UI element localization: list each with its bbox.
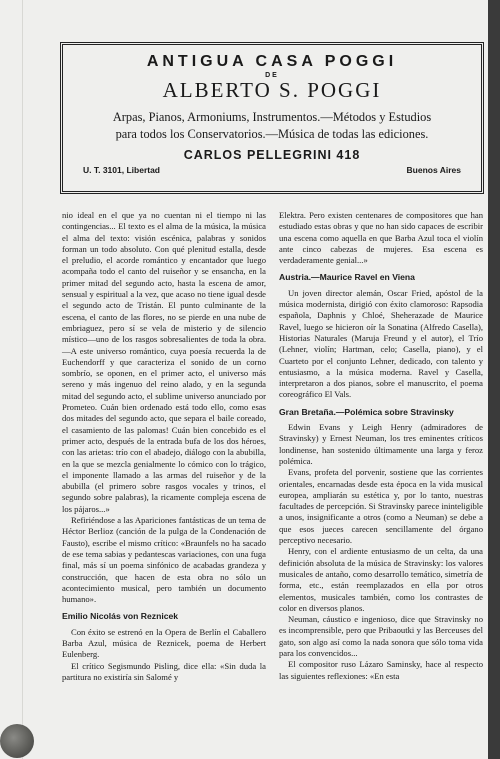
advertisement-box — [60, 42, 484, 194]
ad-description — [77, 109, 467, 143]
section-heading-gran-bretana: Gran Bretaña.—Polémica sobre Stravinsky — [279, 406, 454, 417]
left-paragraph-2: Refiriéndose a las Apariciones fantásticas de un tema de Héctor Berlioz (canción de la pulga de la Condenación de Fausto), escribe el mismo crítico: «Braunfels no ha sacado de ese tema sabias y pedantescas variaciones, con una fuga final, más sí un poema sinfónico de acabadas grandeza y construcción, que hacen de esta obra no sólo un acontecimiento musical, pero también un documento humano». — [62, 515, 266, 605]
right-paragraph-6: Neuman, cáustico e ingenioso, dice que Stravinsky no es incomprensible, pero que Pribaoutki y las Berceuses del gato, son algo así como la nada sonora que sólo toma vida para los convencidos... — [279, 614, 483, 658]
ad-de-label: DE — [265, 72, 279, 79]
right-paragraph-4: Evans, profeta del porvenir, sostiene que las corrientes orientales, encarnadas desde esta época en la vida musical europea, ampliarán su estética y, por lo tanto, nuestras facultades de percepción. Si Stravinsky parece ininteligible a unos, insignificante a otros (como a Neuman) se debe a que esos jueces carecen sencillamente del órgano perceptivo necesario. — [279, 467, 483, 546]
right-paragraph-7: El compositor ruso Lázaro Saminsky, hace al respecto las siguientes reflexiones: «En esta — [279, 659, 483, 681]
ad-city: Buenos Aires — [406, 165, 461, 175]
ad-street-address: CARLOS PELLEGRINI 418 — [183, 148, 361, 162]
right-paragraph-3: Edwin Evans y Leigh Henry (admiradores de Stravinsky) y Ernest Neuman, los tres eminentes críticos londinense, han sostenido últimamente una larga y feroz polémica. — [279, 422, 483, 466]
ad-footer — [77, 165, 467, 175]
ad-phone: U. T. 3101, Libertad — [83, 165, 160, 175]
right-paragraph-1: Elektra. Pero existen centenares de compositores que han estudiado estas obras y que no han sido capaces de escribir una escena como aquella en que Barba Azul toca el violín ante cinco cabezas de mujeres. Esa escena es verdaderamente genial...» — [279, 210, 483, 266]
ad-description-line-1: Arpas, Pianos, Armoniums, Instrumentos.—Métodos y Estudios — [112, 110, 432, 124]
ad-description-line-2: para todos los Conservatorios.—Música de todas las ediciones. — [115, 127, 429, 141]
page-edge-line — [22, 0, 23, 759]
section-heading-austria: Austria.—Maurice Ravel en Viena — [279, 272, 415, 283]
right-column — [279, 210, 483, 682]
section-heading-reznicek: Emilio Nicolás von Reznicek — [62, 611, 179, 622]
left-paragraph-3: Con éxito se estrenó en la Opera de Berlín el Caballero Barba Azul, música de Reznicek, poema de Herbert Eulenberg. — [62, 626, 266, 660]
right-paragraph-5: Henry, con el ardiente entusiasmo de un celta, da una definición absoluta de la música de Stravinsky: los valores musicales de antaño, como desarrollo temático, simetría de forma, etc., están reemplazados en ella por otros elementos, musicales también, como los contrastes de color en diversos planos. — [279, 546, 483, 613]
ad-owner-name: ALBERTO S. POGGI — [162, 78, 382, 102]
left-paragraph-4: El crítico Segismundo Pisling, dice ella: «Sin duda la partitura no existiría sin Salomé y — [62, 660, 266, 682]
right-paragraph-2: Un joven director alemán, Oscar Fried, apóstol de la música modernista, dirigió con éxito clamoroso: Rapsodia española, Daphnis y Chloé, Sheherazade de Maurice Ravel, luego se hicieron oír la Sonatina (Alfredo Casella), Historias Naturales (Maruja Freund y el autor), el Trío (Lehner, violín; Hartman, celo; Casella, piano), y el Cuarteto por el conjunto Lehner, dedicado, con talento y entusiasmo, a la música moderna. Ravel y Casella, interpretaron a dos pianos, sobre el manuscrito, el poema coreográfico El Vals. — [279, 287, 483, 400]
ad-store-heading: ANTIGUA CASA POGGI — [146, 53, 398, 70]
left-column — [62, 210, 266, 683]
left-paragraph-1: nio ideal en el que ya no cuentan ni el tiempo ni las contingencias... El texto es el alma de la música, la música el alma del texto: visión escénica, palabras y sonidos forman un todo absoluto. Con qué plenitud estalla, desde el preludio, el acorde romántico y encantador que luego acompaña todo el canto del ruiseñor y se ensancha, en la primer mitad del segundo acto, hasta la escena de amor, sensual y espiritual a la vez, que acaso no tiene igual desde el segundo acto de Tristán. El punto culminante de la escena, el canto de las flores, no se pierde en una nube de embriaguez, pero sí se vela de misterio y de silencio místico—uno de los rasgos sobresalientes de toda la obra.—A este universo romántico, cuya poesía recuerda la de Euchendorff y que caracteriza el sonido de un corno sombrío, se oponen, en el primer acto, el universo más sereno y más ingenuo del reino alado, y en la segunda mitad del segundo acto, el sublime universo anunciado por Prometeo. Cuán bien ordenado está todo ello, como esas dos mitades del segundo acto, que separa el baile coreado, el casamiento de las palomas! Cuán bien concebido es el primer acto, después de la entrada bufa de los dos héroes, con las arietas: trío con el abadejo, diálogo con la abubilla, en la que se mezcla genialmente lo cómico con lo trágico, el imponente llamado a las armas del ruiseñor y de la abubilla (el primero sobre rasgos vocales y trinos, el segundo sobre palabras), la ricamente compleja escena de los pájaros...» — [62, 210, 266, 514]
scan-blot-mark — [0, 724, 34, 758]
